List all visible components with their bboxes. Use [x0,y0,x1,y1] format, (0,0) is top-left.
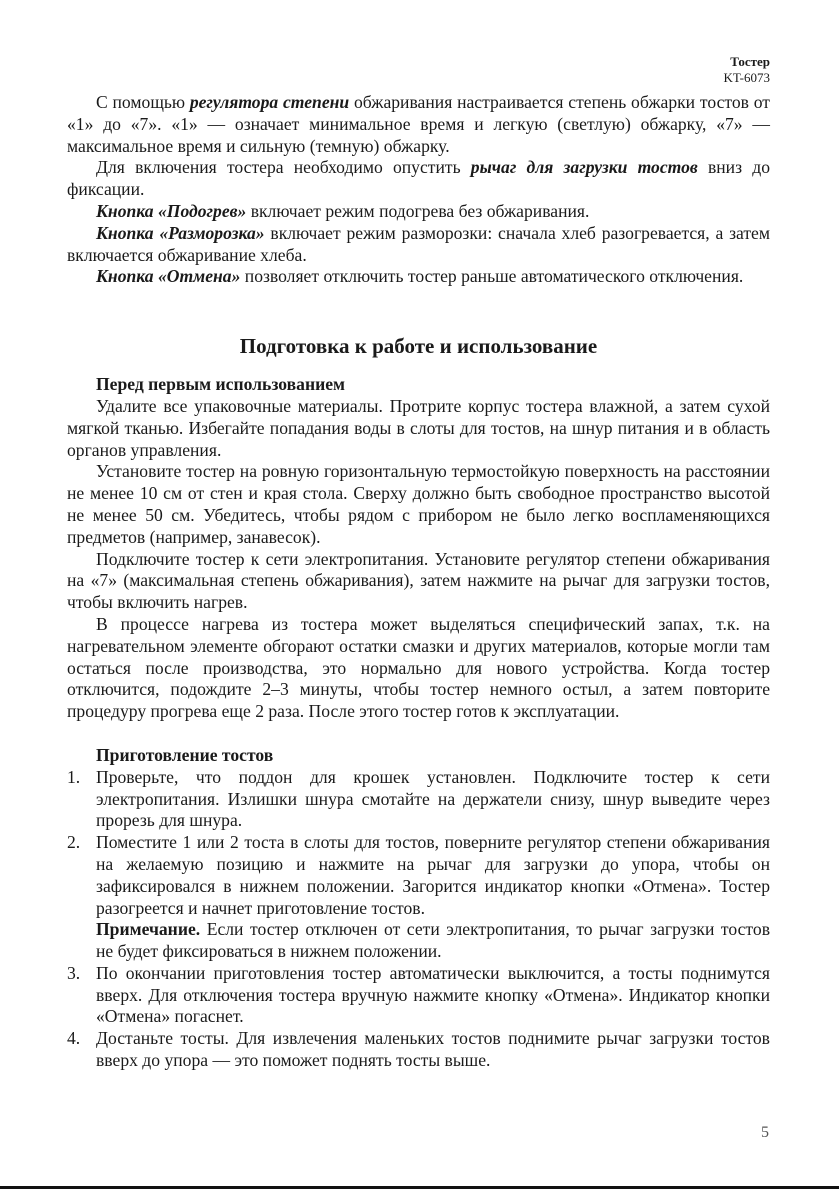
list-number: 4. [67,1028,81,1049]
document-body [67,92,770,1072]
first-use-paragraph: В процессе нагрева из тостера может выделяться специфический запах, т.к. на нагревательном элементе обгорают остатки смазки и других материалов, которые могли там остаться после производства, это нормально для нового устройства. Когда тостер отключится, подождите 2–3 минуты, чтобы тостер немного остыл, а затем повторите процедуру прогрева еще 2 раза. После этого тостер готов к эксплуатации. [67,613,770,722]
emphasis-cancel-button: Кнопка «Отмена» [96,266,241,287]
first-use-paragraph: Установите тостер на ровную горизонтальную термостойкую поверхность на расстоянии не менее 10 см от стен и края стола. Сверху должно быть свободное пространство высотой не менее 50 см. Убедитесь, чтобы рядом с прибором не было легко воспламеняющихся предметов (например, занавесок). [67,461,770,547]
emphasis-defrost-button: Кнопка «Разморозка» [96,222,265,243]
list-item [67,832,770,963]
page-number: 5 [761,1124,769,1141]
intro-paragraph [67,92,770,157]
intro-paragraph [67,266,770,288]
toasting-heading: Приготовление тостов [96,744,274,765]
toasting-section [67,745,770,1072]
section-title: Подготовка к работе и использование [239,334,598,359]
note-text: Если тостер отключен от сети электропитания, то рычаг загрузки тостов не будет фиксироваться в нижнем положении. [96,919,770,962]
list-item [67,963,770,1028]
list-text: По окончании приготовления тостер автоматически выключится, а тосты поднимутся вверх. Для отключения тостера вручную нажмите кнопку «Отмена». Индикатор кнопки «Отмена» погаснет. [96,962,770,1027]
emphasis-reheat-button: Кнопка «Подогрев» [96,200,247,221]
first-use-paragraph: Удалите все упаковочные материалы. Протрите корпус тостера влажной, а затем сухой мягкой тканью. Избегайте попадания воды в слоты для тостов, на шнур питания и в область органов управления. [67,395,770,460]
list-item [67,1028,770,1072]
list-text: Достаньте тосты. Для извлечения маленьких тостов поднимите рычаг загрузки тостов вверх до упора — это поможет поднять тосты выше. [96,1028,770,1071]
header-title: Тостер [730,54,770,69]
intro-paragraph [67,201,770,223]
header-model: KT-6073 [723,70,770,85]
list-number: 1. [67,766,81,787]
list-text: Поместите 1 или 2 тоста в слоты для тостов, поверните регулятор степени обжаривания на желаемую позицию и нажмите на рычаг для загрузки до упора, чтобы он зафиксировался в нижнем положении. Загорится индикатор кнопки «Отмена». Тостер разогреется и начнет приготовление тостов. [96,832,770,918]
text-run: позволяет отключить тостер раньше автоматического отключения. [240,266,744,287]
text-run: включает режим подогрева без обжаривания. [246,200,590,221]
emphasis-regulator: регулятора степени [189,92,350,112]
intro-paragraph [67,157,770,201]
list-item [67,767,770,832]
text-run: вниз до фиксации. [67,157,770,200]
text-run: обжаривания настраивается степень обжарки тостов от «1» до «7». «1» — означает минимальное время и легкую (светлую) обжарку, «7» — максимальное время и сильную (темную) обжарку. [67,92,770,156]
toasting-steps [67,767,770,1072]
text-run: Для включения тостера необходимо опустить [96,157,471,178]
first-use-paragraph: Подключите тостер к сети электропитания. Установите регулятор степени обжаривания на «7» (максимальная степень обжаривания), затем нажмите на рычаг для загрузки тостов, чтобы включить нагрев. [67,548,770,613]
note-label: Примечание. [96,919,201,940]
list-number: 3. [67,962,81,983]
list-text: Проверьте, что поддон для крошек установлен. Подключите тостер к сети электропитания. Излишки шнура смотайте на держатели снизу, шнур выведите через прорезь для шнура. [96,766,770,831]
text-run: С помощью [96,92,190,112]
first-use-heading: Перед первым использованием [96,374,346,395]
first-use-section [67,374,770,723]
page-header [724,54,770,86]
intro-paragraph [67,223,770,267]
list-number: 2. [67,832,81,853]
text-run: включает режим разморозки: сначала хлеб разогревается, а затем включается обжаривание хлеба. [67,222,771,265]
note [96,919,770,963]
emphasis-lever: рычаг для загрузки тостов [470,157,698,178]
bottom-divider [0,1186,839,1189]
